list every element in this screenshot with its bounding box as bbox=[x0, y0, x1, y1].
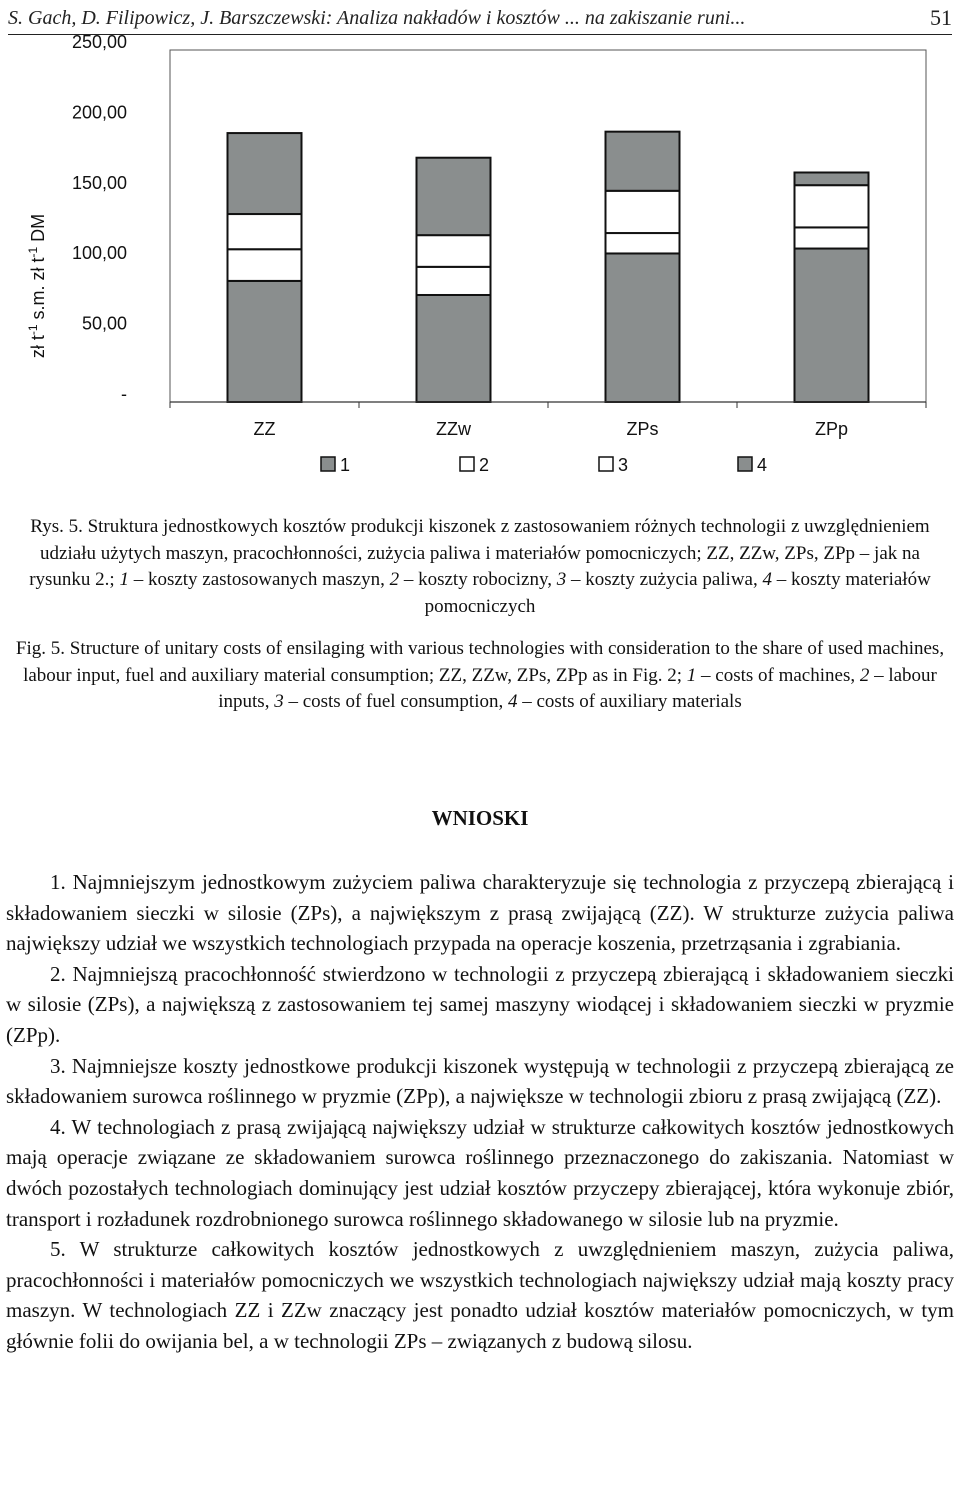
x-tick-label: ZZ bbox=[253, 419, 276, 439]
caption-number: 2 bbox=[859, 664, 870, 686]
caption-text: – koszty zużycia paliwa, bbox=[566, 569, 763, 590]
bar-segment-series-2 bbox=[795, 227, 869, 248]
figure-caption-en bbox=[0, 636, 960, 716]
caption-number: 4 bbox=[507, 691, 518, 712]
paragraph: 2. Najmniejszą pracochłonność stwierdzono w technologii z przyczepą zbierającą i składowaniem sieczki w silosie (ZPs), a największą z zastosowaniem tej samej maszyny wiodącej i składowaniem sieczki w pryzmie (ZPp). bbox=[6, 961, 954, 1047]
caption-number: 3 bbox=[556, 569, 567, 590]
x-tick-label: ZZw bbox=[436, 419, 471, 439]
figure-caption-pl bbox=[0, 514, 960, 620]
caption-text: – costs of auxiliary materials bbox=[517, 691, 742, 712]
bar-segment-series-3 bbox=[228, 214, 302, 249]
y-axis-label-part: DM bbox=[28, 213, 48, 247]
y-tick-label: 50,00 bbox=[81, 313, 127, 334]
x-tick-label: ZPs bbox=[626, 419, 659, 439]
y-axis bbox=[72, 32, 127, 404]
legend bbox=[321, 455, 767, 475]
stacked-bar-chart bbox=[0, 32, 960, 484]
bar-segment-series-3 bbox=[795, 185, 869, 227]
caption-text: – koszty zastosowanych maszyn, bbox=[128, 569, 390, 590]
conclusions bbox=[6, 867, 954, 1357]
page-number: 51 bbox=[930, 5, 952, 30]
y-tick-label: 250,00 bbox=[71, 32, 127, 52]
legend-label: 1 bbox=[340, 455, 351, 475]
bar-segment-series-1 bbox=[795, 249, 869, 402]
running-head bbox=[8, 2, 952, 34]
caption-text: Rys. 5. Struktura jednostkowych kosztów produkcji kiszonek z zastosowaniem różnych technologii z uwzględnieniem udziału użytych maszyn, pracochłonności, zużycia paliwa i materiałów pomocniczych; ZZ, ZZw, ZPs, ZPp – jak na rysunku 2.; bbox=[29, 516, 930, 590]
caption-number: 4 bbox=[762, 569, 772, 590]
legend-label: 2 bbox=[479, 455, 490, 475]
y-axis-label-part: s.m. zł t bbox=[28, 257, 48, 325]
bar-segment-series-4 bbox=[417, 158, 491, 235]
section-title: WNIOSKI bbox=[431, 806, 529, 830]
caption-text: – koszty materiałów pomocniczych bbox=[424, 569, 931, 617]
legend-swatch bbox=[460, 457, 474, 471]
caption-text: – costs of fuel consumption, bbox=[283, 691, 508, 712]
caption-text: Fig. 5. Structure of unitary costs of ensilaging with various technologies with consideration to the share of used machines, labour input, fuel and auxiliary material consumption; ZZ, ZZw, ZPs, ZPp as in Fig. 2; bbox=[15, 638, 945, 686]
running-title: S. Gach, D. Filipowicz, J. Barszczewski: Analiza nakładów i kosztów ... na zakiszanie runi... bbox=[8, 7, 746, 29]
y-axis-label-sup: -1 bbox=[26, 246, 40, 258]
caption-number: 2 bbox=[389, 569, 400, 590]
paragraph: 1. Najmniejszym jednostkowym zużyciem paliwa charakteryzuje się technologia z przyczepą zbierającą i składowaniem sieczki w silosie (ZPs), a największym z prasą zwijającą (ZZ). W strukturze zużycia paliwa największy udział we wszystkich technologiach przypada na operacje koszenia, przetrząsania i zgrabiania. bbox=[6, 870, 954, 956]
paragraph: 4. W technologiach z prasą zwijającą największy udział w strukturze całkowitych kosztów jednostkowych mają operacje związane ze składowaniem surowca roślinnego przeznaczonego do zakiszania. Natomiast w dwóch pozostałych technologiach dominujący jest udział kosztów przyczepy zbierającej, która wykonuje zbiór, transport i rozładunek rozdrobnionego surowca roślinnego składowanego w silosie lub na pryzmie. bbox=[6, 1114, 954, 1231]
caption-text: – costs of machines, bbox=[696, 664, 860, 686]
paragraph: 3. Najmniejsze koszty jednostkowe produkcji kiszonek występują w technologii z przyczepą zbierającą ze składowaniem surowca roślinnego w pryzmie (ZPp), a największe w technologii zbioru z prasą zwijającą (ZZ). bbox=[6, 1053, 954, 1109]
legend-swatch bbox=[738, 457, 752, 471]
y-axis-label-part: zł t bbox=[28, 335, 48, 359]
header-rule bbox=[8, 34, 952, 35]
bar-segment-series-2 bbox=[606, 233, 680, 253]
bars bbox=[228, 132, 869, 402]
y-tick-label: 200,00 bbox=[71, 102, 127, 123]
y-axis-label bbox=[26, 214, 48, 358]
legend-label: 4 bbox=[757, 455, 768, 475]
legend-swatch bbox=[321, 457, 335, 471]
caption-number: 1 bbox=[119, 569, 129, 590]
bar-segment-series-2 bbox=[228, 249, 302, 281]
bar-segment-series-3 bbox=[417, 235, 491, 267]
bar-segment-series-1 bbox=[228, 281, 302, 402]
y-tick-label: 150,00 bbox=[71, 172, 127, 193]
bar-segment-series-1 bbox=[606, 253, 680, 402]
bar-segment-series-4 bbox=[795, 172, 869, 185]
x-axis bbox=[170, 402, 926, 439]
caption-number: 1 bbox=[686, 664, 697, 686]
caption-number: 3 bbox=[274, 691, 284, 712]
x-tick-label: ZPp bbox=[814, 419, 849, 439]
bar-segment-series-4 bbox=[606, 132, 680, 191]
bar-segment-series-3 bbox=[606, 191, 680, 233]
y-tick-label: - bbox=[121, 384, 127, 404]
caption-text: – labour inputs, bbox=[218, 664, 937, 712]
bar-segment-series-2 bbox=[417, 267, 491, 295]
paragraph: 5. W strukturze całkowitych kosztów jednostkowych z uwzględnieniem maszyn, zużycia paliwa, pracochłonności i materiałów pomocniczych we wszystkich technologiach największy udział mają koszty pracy maszyn. W technologiach ZZ i ZZw znaczący jest ponadto udział kosztów materiałów pomocniczych, w tym głównie folii do owijania bel, a w technologii ZPs – związanych z budową silosu. bbox=[6, 1237, 954, 1353]
legend-swatch bbox=[599, 457, 613, 471]
y-tick-label: 100,00 bbox=[71, 243, 127, 264]
y-axis-label-sup: -1 bbox=[26, 324, 40, 336]
bar-segment-series-4 bbox=[228, 133, 302, 214]
bar-segment-series-1 bbox=[417, 295, 491, 402]
legend-label: 3 bbox=[618, 455, 629, 475]
caption-text: – koszty robocizny, bbox=[399, 569, 557, 590]
